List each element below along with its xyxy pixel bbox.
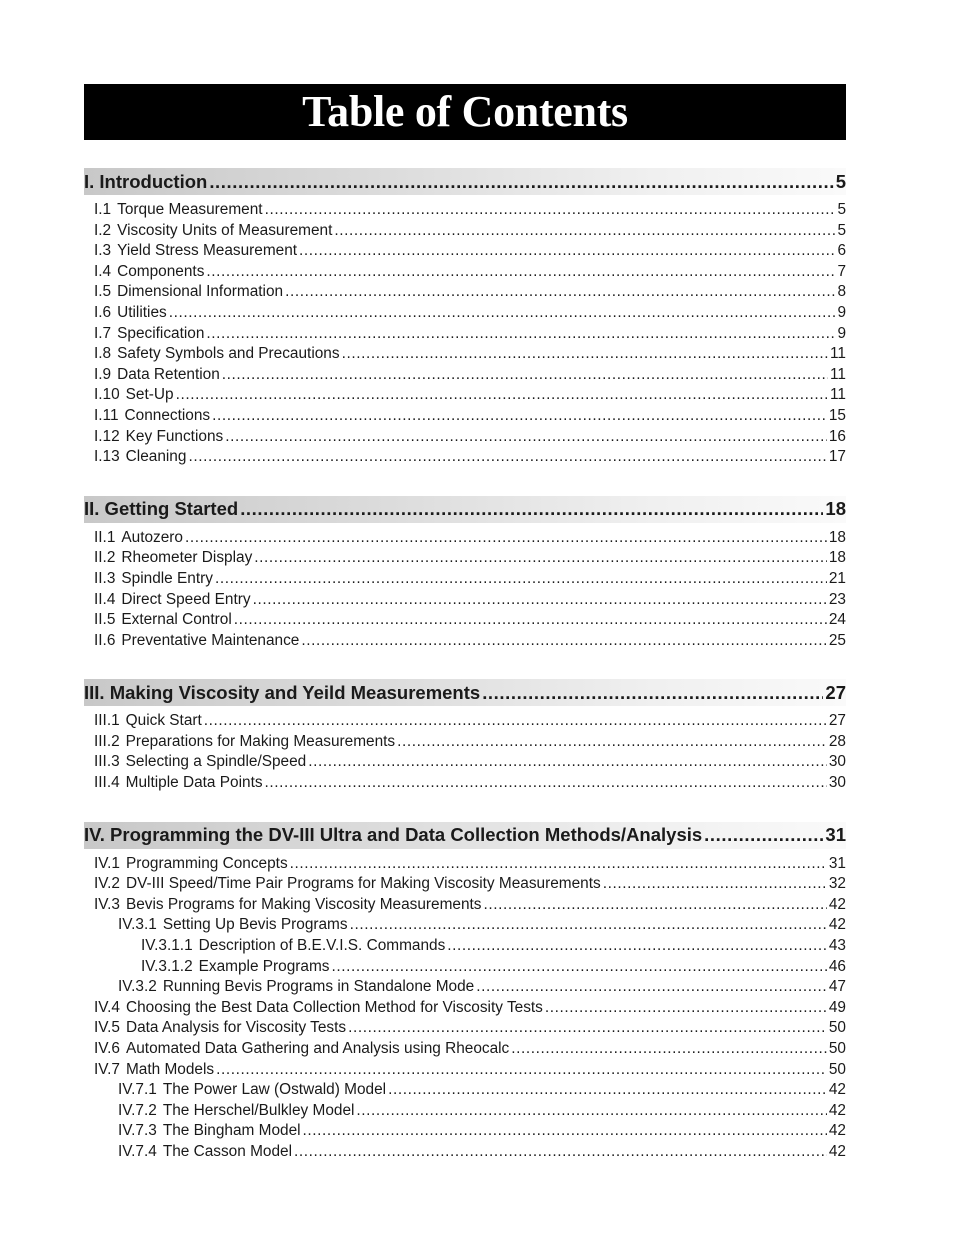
dot-leader — [185, 529, 827, 547]
entry-number: IV.7.4 — [118, 1142, 157, 1160]
entry-label: Setting Up Bevis Programs — [162, 916, 348, 934]
entry-number: I.4 — [94, 262, 112, 280]
toc-entry[interactable] — [94, 448, 846, 469]
toc-entry[interactable] — [94, 222, 846, 243]
toc-entry-list — [84, 201, 846, 469]
entry-page-number: 8 — [837, 283, 846, 301]
section-heading[interactable] — [84, 496, 846, 523]
entry-label: Autozero — [121, 528, 183, 546]
dot-leader — [290, 855, 827, 873]
entry-label: Torque Measurement — [117, 201, 263, 218]
toc-page — [84, 84, 846, 1164]
entry-label: Automated Data Gathering and Analysis using Rheocalc — [125, 1040, 510, 1057]
toc-entry[interactable] — [94, 325, 846, 346]
toc-entry[interactable] — [94, 428, 846, 449]
entry-label: Selecting a Spindle/Speed — [125, 753, 307, 771]
entry-number: I.12 — [94, 427, 120, 445]
toc-section — [84, 822, 846, 1164]
entry-label: Yield Stress Measurement — [117, 242, 298, 260]
dot-leader — [704, 824, 823, 846]
entry-page-number: 46 — [828, 957, 846, 975]
dot-leader — [356, 1102, 826, 1120]
entry-number: III.3 — [94, 753, 120, 771]
toc-entry[interactable] — [94, 999, 846, 1020]
entry-page-number: 5 — [837, 221, 846, 239]
entry-page-number: 25 — [828, 631, 846, 649]
section-page-number: 31 — [825, 824, 846, 846]
entry-page-number: 21 — [828, 569, 846, 587]
entry-page-number: 30 — [828, 774, 846, 792]
dot-leader — [212, 407, 827, 425]
dot-leader — [209, 171, 833, 193]
dot-leader — [388, 1081, 827, 1099]
dot-leader — [350, 916, 827, 934]
entry-number: II.5 — [94, 611, 116, 629]
dot-leader — [301, 632, 827, 650]
section-page-number: 5 — [835, 170, 846, 192]
entry-number: IV.3 — [94, 895, 120, 913]
entry-label: Description of B.E.V.I.S. Commands — [198, 937, 446, 955]
entry-page-number: 6 — [837, 242, 846, 260]
entry-number: IV.7.3 — [118, 1122, 157, 1140]
entry-page-number: 50 — [828, 1060, 846, 1078]
entry-page-number: 24 — [828, 611, 846, 629]
toc-entry[interactable] — [94, 591, 846, 612]
toc-entry[interactable] — [94, 875, 846, 896]
dot-leader — [206, 263, 835, 281]
entry-label: Spindle Entry — [121, 569, 213, 587]
entry-label: Quick Start — [125, 712, 202, 730]
dot-leader — [285, 283, 835, 301]
toc-entry[interactable] — [94, 407, 846, 428]
toc-entry[interactable] — [94, 774, 846, 795]
dot-leader — [348, 1019, 827, 1037]
entry-label: Direct Speed Entry — [121, 590, 251, 608]
section-heading[interactable] — [84, 822, 846, 849]
entry-label: Preparations for Making Measurements — [125, 732, 396, 750]
dot-leader — [482, 682, 823, 704]
entry-number: II.1 — [94, 528, 116, 546]
dot-leader — [254, 549, 827, 567]
dot-leader — [294, 1143, 827, 1161]
entry-number: I.2 — [94, 221, 112, 239]
entry-page-number: 47 — [828, 978, 846, 996]
dot-leader — [204, 712, 827, 730]
section-heading-label: IV. Programming the DV-III Ultra and Data Collection Methods/Analysis — [84, 824, 703, 846]
entry-page-number: 43 — [828, 937, 846, 955]
entry-label: Connections — [124, 406, 211, 424]
entry-label: Set-Up — [125, 386, 174, 404]
entry-page-number: 42 — [828, 916, 846, 934]
toc-entry[interactable] — [94, 1040, 846, 1061]
entry-number: III.1 — [94, 712, 120, 730]
toc-entry[interactable] — [94, 1102, 846, 1123]
toc-entry[interactable] — [94, 1081, 846, 1102]
toc-entry[interactable] — [94, 896, 846, 917]
dot-leader — [484, 896, 827, 914]
entry-page-number: 11 — [830, 365, 846, 383]
entry-number: I.3 — [94, 242, 112, 260]
dot-leader — [299, 242, 835, 260]
toc-entry[interactable] — [94, 345, 846, 366]
toc-entry[interactable] — [94, 753, 846, 774]
entry-label: Safety Symbols and Precautions — [117, 345, 340, 363]
entry-label: DV-III Speed/Time Pair Programs for Making Viscosity Measurements — [125, 875, 601, 893]
toc-entry[interactable] — [94, 386, 846, 407]
entry-number: I.13 — [94, 448, 120, 466]
toc-entry[interactable] — [94, 1122, 846, 1143]
dot-leader — [225, 428, 827, 446]
toc-entry[interactable] — [94, 570, 846, 591]
toc-entry[interactable] — [94, 712, 846, 733]
entry-page-number: 27 — [828, 712, 846, 730]
toc-body — [84, 168, 846, 1164]
toc-entry[interactable] — [94, 1143, 846, 1164]
toc-entry[interactable] — [94, 733, 846, 754]
toc-entry[interactable] — [94, 632, 846, 653]
section-heading[interactable] — [84, 679, 846, 706]
entry-number: IV.4 — [94, 998, 120, 1016]
dot-leader — [253, 591, 827, 609]
entry-label: Specification — [117, 324, 205, 342]
entry-label: Rheometer Display — [121, 549, 253, 567]
entry-number: IV.2 — [94, 875, 120, 893]
entry-label: Utilities — [117, 303, 167, 321]
dot-leader — [334, 222, 835, 240]
dot-leader — [240, 498, 823, 520]
entry-label: Data Analysis for Viscosity Tests — [125, 1019, 347, 1037]
entry-page-number: 9 — [837, 324, 846, 342]
dot-leader — [188, 448, 826, 466]
entry-number: IV.7.2 — [118, 1101, 157, 1119]
toc-section — [84, 496, 846, 653]
entry-page-number: 28 — [828, 732, 846, 750]
entry-page-number: 42 — [828, 1081, 846, 1099]
section-heading[interactable] — [84, 168, 846, 195]
toc-entry[interactable] — [94, 958, 846, 979]
entry-label: Programming Concepts — [125, 854, 288, 872]
toc-entry[interactable] — [94, 855, 846, 876]
toc-entry[interactable] — [94, 283, 846, 304]
entry-number: IV.7 — [94, 1060, 120, 1078]
dot-leader — [216, 1061, 827, 1079]
dot-leader — [332, 958, 827, 976]
entry-number: I.8 — [94, 345, 112, 363]
entry-page-number: 42 — [828, 1142, 846, 1160]
dot-leader — [476, 978, 827, 996]
entry-page-number: 18 — [828, 528, 846, 546]
toc-entry-list — [84, 855, 846, 1164]
entry-page-number: 42 — [828, 1122, 846, 1140]
dot-leader — [303, 1122, 827, 1140]
entry-page-number: 11 — [830, 345, 846, 363]
dot-leader — [545, 999, 827, 1017]
toc-entry[interactable] — [94, 201, 846, 222]
entry-label: Key Functions — [125, 427, 224, 445]
section-heading-label: I. Introduction — [84, 170, 208, 192]
toc-entry[interactable] — [94, 978, 846, 999]
toc-section — [84, 679, 846, 794]
dot-leader — [511, 1040, 827, 1058]
toc-section — [84, 168, 846, 469]
section-heading-label: II. Getting Started — [84, 498, 239, 520]
dot-leader — [234, 611, 827, 629]
entry-page-number: 16 — [828, 427, 846, 445]
dot-leader — [215, 570, 827, 588]
entry-number: IV.3.1.2 — [141, 957, 193, 975]
entry-label: Bevis Programs for Making Viscosity Measurements — [125, 895, 482, 913]
entry-page-number: 30 — [828, 753, 846, 771]
toc-entry[interactable] — [94, 304, 846, 325]
section-heading-label: III. Making Viscosity and Yeild Measurements — [84, 681, 481, 703]
entry-number: II.4 — [94, 590, 116, 608]
entry-label: The Bingham Model — [162, 1122, 301, 1140]
entry-number: I.7 — [94, 324, 112, 342]
entry-label: Cleaning — [125, 448, 187, 466]
dot-leader — [308, 753, 827, 771]
entry-label: Math Models — [125, 1060, 215, 1078]
entry-number: III.2 — [94, 732, 120, 750]
toc-entry[interactable] — [94, 1061, 846, 1082]
entry-page-number: 9 — [837, 303, 846, 321]
section-page-number: 27 — [825, 681, 846, 703]
entry-number: I.9 — [94, 365, 112, 383]
entry-label: Multiple Data Points — [125, 774, 263, 792]
entry-label: Preventative Maintenance — [121, 631, 300, 649]
toc-entry[interactable] — [94, 937, 846, 958]
entry-number: IV.3.1 — [118, 916, 157, 934]
entry-number: I.11 — [94, 406, 119, 424]
dot-leader — [222, 366, 828, 384]
dot-leader — [169, 304, 836, 322]
entry-label: Example Programs — [198, 957, 330, 975]
entry-label: The Power Law (Ostwald) Model — [162, 1081, 387, 1099]
entry-number: II.3 — [94, 569, 116, 587]
dot-leader — [603, 875, 827, 893]
toc-entry[interactable] — [94, 242, 846, 263]
entry-page-number: 23 — [828, 590, 846, 608]
entry-number: I.5 — [94, 283, 112, 301]
entry-page-number: 32 — [828, 875, 846, 893]
toc-entry[interactable] — [94, 611, 846, 632]
toc-entry[interactable] — [94, 1019, 846, 1040]
entry-page-number: 7 — [837, 262, 846, 280]
dot-leader — [265, 201, 836, 219]
entry-number: II.2 — [94, 549, 116, 567]
entry-number: IV.3.2 — [118, 978, 157, 996]
toc-entry[interactable] — [94, 916, 846, 937]
entry-label: Running Bevis Programs in Standalone Mode — [162, 978, 475, 996]
dot-leader — [206, 325, 835, 343]
section-page-number: 18 — [825, 498, 846, 520]
entry-number: I.1 — [94, 201, 112, 218]
entry-page-number: 50 — [828, 1019, 846, 1037]
entry-number: IV.1 — [94, 854, 120, 872]
title-banner — [84, 84, 846, 140]
dot-leader — [176, 386, 828, 404]
entry-page-number: 5 — [837, 201, 846, 218]
entry-number: I.10 — [94, 386, 120, 404]
entry-page-number: 49 — [828, 998, 846, 1016]
dot-leader — [397, 733, 827, 751]
page-title: Table of Contents — [302, 87, 628, 136]
entry-page-number: 42 — [828, 895, 846, 913]
entry-label: Data Retention — [117, 365, 220, 383]
entry-label: The Herschel/Bulkley Model — [162, 1101, 355, 1119]
entry-number: IV.3.1.1 — [141, 937, 193, 955]
entry-label: The Casson Model — [162, 1142, 292, 1160]
toc-entry-list — [84, 712, 846, 794]
toc-entry[interactable] — [94, 529, 846, 550]
entry-number: IV.6 — [94, 1040, 120, 1057]
entry-page-number: 42 — [828, 1101, 846, 1119]
entry-number: IV.7.1 — [118, 1081, 157, 1099]
entry-number: I.6 — [94, 303, 112, 321]
entry-page-number: 11 — [830, 386, 846, 404]
entry-page-number: 31 — [828, 854, 846, 872]
entry-number: IV.5 — [94, 1019, 120, 1037]
toc-entry[interactable] — [94, 366, 846, 387]
entry-label: Choosing the Best Data Collection Method for Viscosity Tests — [125, 998, 543, 1016]
toc-entry[interactable] — [94, 263, 846, 284]
entry-label: Dimensional Information — [117, 283, 284, 301]
toc-entry-list — [84, 529, 846, 653]
entry-number: III.4 — [94, 774, 120, 792]
entry-label: Viscosity Units of Measurement — [117, 221, 333, 239]
entry-label: External Control — [121, 611, 232, 629]
dot-leader — [342, 345, 828, 363]
entry-page-number: 15 — [828, 406, 846, 424]
entry-number: II.6 — [94, 631, 116, 649]
entry-page-number: 18 — [828, 549, 846, 567]
dot-leader — [447, 937, 827, 955]
dot-leader — [265, 774, 827, 792]
entry-label: Components — [117, 262, 205, 280]
toc-entry[interactable] — [94, 549, 846, 570]
entry-page-number: 50 — [828, 1040, 846, 1057]
entry-page-number: 17 — [828, 448, 846, 466]
